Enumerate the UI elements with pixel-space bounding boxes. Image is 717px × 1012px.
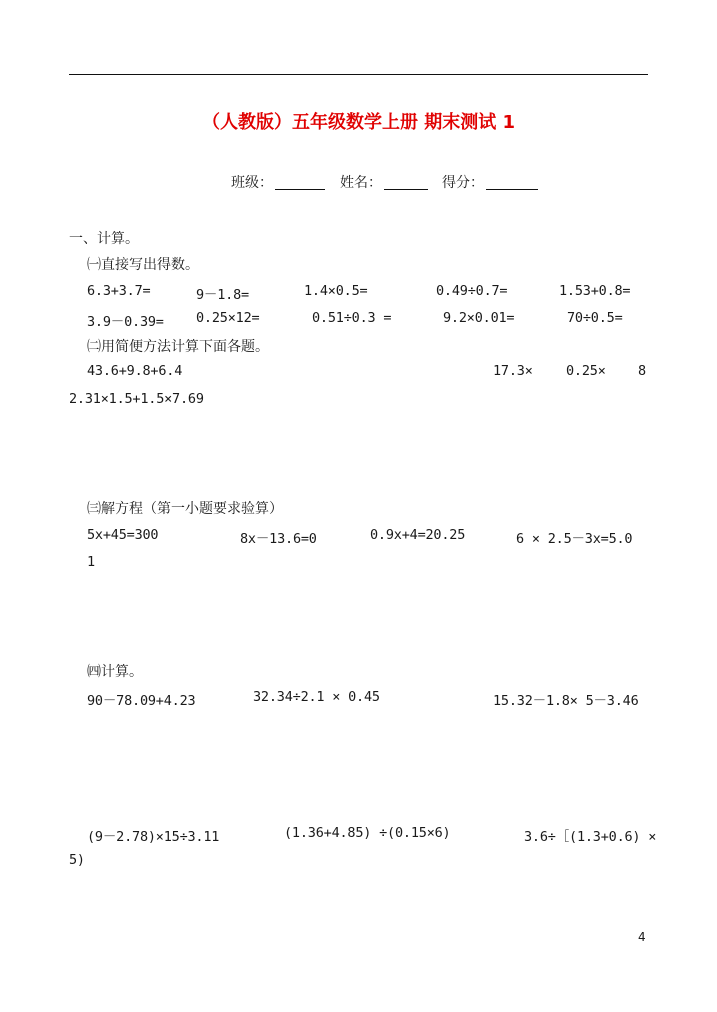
problem-item: 0.51÷0.3 = [312,310,392,326]
problem-item: 3.6÷［(1.3+0.6) × [524,829,657,845]
page-title: （人教版）五年级数学上册 期末测试 1 [201,112,516,133]
problem-item: 3.9－0.39= [87,314,164,330]
sub3-heading: ㈢解方程（第一小题要求验算） [87,501,283,517]
equation-continuation: 1 [87,554,95,570]
problem-item: 2.31×1.5+1.5×7.69 [69,391,204,407]
equation-item: 0.9x+4=20.25 [370,527,466,543]
problem-item: (9－2.78)×15÷3.11 [87,829,220,845]
class-label: 班级： [231,175,273,191]
name-blank[interactable] [384,175,428,190]
problem-item: 0.25×12= [196,310,260,326]
class-field [231,172,325,192]
name-label: 姓名： [340,175,382,191]
equation-item: 6 × 2.5－3x=5.0 [516,531,633,547]
equation-item: 5x+45=300 [87,527,159,543]
problem-item: 0.25× [566,363,606,379]
problem-item: 9.2×0.01= [443,310,515,326]
problem-item: 1.53+0.8= [559,283,631,299]
problem-item: 32.34÷2.1 × 0.45 [253,689,380,705]
problem-item: 70÷0.5= [567,310,623,326]
problem-item: 17.3× [493,363,533,379]
problem-item: 8 [638,363,646,379]
problem-continuation: 5) [69,852,85,868]
class-blank[interactable] [275,175,325,190]
problem-item: (1.36+4.85) ÷(0.15×6) [284,825,451,841]
name-field [340,172,428,192]
problem-item: 0.49÷0.7= [436,283,508,299]
problem-item: 9－1.8= [196,287,249,303]
problem-item: 90－78.09+4.23 [87,693,196,709]
score-blank[interactable] [486,175,538,190]
score-field [442,172,538,192]
sub2-heading: ㈡用简便方法计算下面各题。 [87,339,269,355]
sub4-heading: ㈣计算。 [87,664,143,680]
score-label: 得分： [442,175,484,191]
problem-item: 15.32－1.8× 5－3.46 [493,693,639,709]
problem-item: 43.6+9.8+6.4 [87,363,183,379]
problem-item: 6.3+3.7= [87,283,151,299]
section-heading: 一、计算。 [69,231,139,247]
equation-item: 8x－13.6=0 [240,531,317,547]
sub1-heading: ㈠直接写出得数。 [87,257,199,273]
problem-item: 1.4×0.5= [304,283,368,299]
header-rule [69,74,648,75]
page-number: 4 [638,930,646,944]
